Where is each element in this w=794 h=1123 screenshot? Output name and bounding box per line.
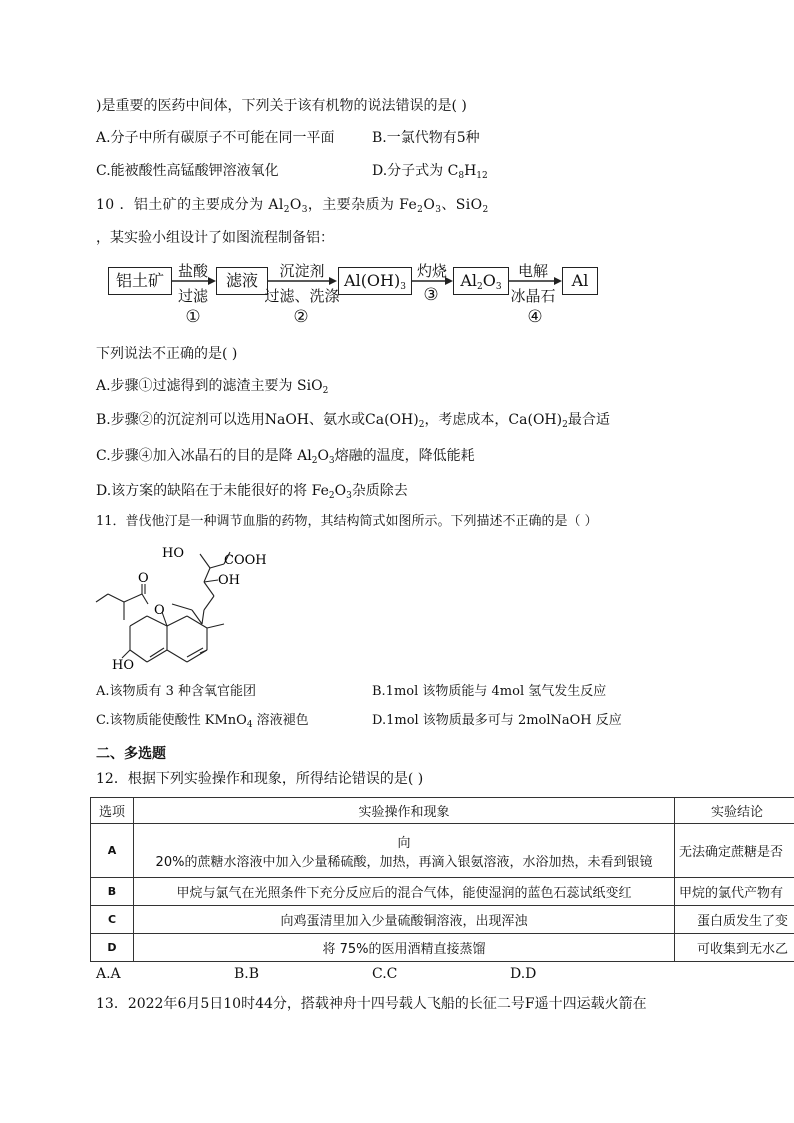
row-conclusion: 蛋白质发生了变 — [675, 906, 794, 934]
flow-step1-reagent: 盐酸 — [177, 262, 208, 280]
flow-step4-additive: 冰晶石 — [510, 287, 556, 305]
row-option: D — [91, 934, 134, 962]
row-operation: 向 20%的蔗糖水溶液中加入少量稀硫酸，加热，再滴入银氨溶液，水浴加热，未看到银镜 — [134, 824, 675, 878]
flow-step1-number: ① — [185, 307, 201, 327]
flow-box-bauxite: 铝土矿 — [108, 267, 172, 295]
table-header-option: 选项 — [91, 798, 134, 824]
oh-label: OH — [218, 573, 240, 588]
ho-top-label: HO — [162, 546, 184, 561]
row-operation: 甲烷与氯气在光照条件下充分反应后的混合气体，能使湿润的蓝色石蕊试纸变红 — [134, 878, 675, 906]
flow-box-aloh3: $Al(OH)_3$ — [338, 267, 412, 295]
table-row — [91, 906, 794, 934]
q10-question: 下列说法不正确的是( ) — [96, 346, 238, 362]
flow-box-al2o3: $Al_2O_3$ — [453, 267, 509, 295]
pravastatin-structure — [92, 536, 292, 676]
q9-option-c: C.能被酸性高锰酸钾溶液氧化 — [96, 163, 279, 179]
q10-stem-line1: 10 ．铝土矿的主要成分为 $Al_2O_3$，主要杂质为 $Fe_2O_3$、SiO$_2$ — [96, 197, 489, 215]
q10-flowchart — [96, 255, 596, 330]
q10-option-b: B.步骤②的沉淀剂可以选用NaOH、氨水或$Ca(OH)_2$，考虑成本，$Ca(OH)_2$最合适 — [96, 412, 610, 430]
q11-option-d: D.1mol 该物质最多可与 2molNaOH 反应 — [372, 713, 622, 728]
flow-step2-reagent: 沉淀剂 — [279, 262, 325, 280]
flow-step3-operation: 灼烧 — [416, 262, 447, 280]
q10-stem-line2: ，某实验小组设计了如图流程制备铝： — [96, 230, 334, 246]
q9-option-d: D.分子式为 $C_8H_{12}$ — [372, 163, 488, 181]
ho-bottom-label: HO — [112, 658, 134, 673]
table-header-conclusion: 实验结论 — [675, 798, 794, 824]
flow-step4-number: ④ — [527, 307, 543, 327]
flow-step2-operation: 过滤、洗涤 — [264, 287, 340, 305]
flow-box-filtrate: 滤液 — [216, 267, 268, 295]
q12-option-a: A.A — [96, 966, 121, 982]
flow-step1-operation: 过滤 — [177, 287, 208, 305]
row-option: C — [91, 906, 134, 934]
ester-o-label: O — [154, 603, 165, 618]
q10-option-c: C.步骤④加入冰晶石的目的是降 $Al_2O_3$熔融的温度，降低能耗 — [96, 448, 475, 466]
section-title-multi-choice: 二、多选题 — [96, 746, 166, 762]
row-operation: 将 75%的医用酒精直接蒸馏 — [134, 934, 675, 962]
table-row — [91, 934, 794, 962]
flow-step3-number: ③ — [423, 285, 439, 305]
table-row — [91, 824, 794, 878]
q9-option-b: B.一氯代物有5种 — [372, 130, 480, 146]
q12-option-c: C.C — [372, 966, 398, 982]
carbonyl-o-label: O — [138, 571, 149, 586]
q9-stem-tail: )是重要的医药中间体，下列关于该有机物的说法错误的是( ) — [96, 98, 467, 114]
row-option: A — [91, 824, 134, 878]
q11-option-b: B.1mol 该物质能与 4mol 氢气发生反应 — [372, 684, 607, 699]
table-header-operation: 实验操作和现象 — [134, 798, 675, 824]
table-row — [91, 878, 794, 906]
row-operation: 向鸡蛋清里加入少量硫酸铜溶液，出现浑浊 — [134, 906, 675, 934]
table-header-row — [91, 798, 794, 824]
cooh-label: COOH — [224, 553, 267, 568]
row-option: B — [91, 878, 134, 906]
q12-option-d: D.D — [510, 966, 537, 982]
q11-option-a: A.该物质有 3 种含氧官能团 — [96, 684, 257, 699]
q12-table — [90, 797, 794, 962]
row-conclusion: 甲烷的氯代产物有 — [675, 878, 794, 906]
flow-box-al: Al — [562, 267, 598, 295]
q11-stem: 11．普伐他汀是一种调节血脂的药物，其结构简式如图所示。下列描述不正确的是（ ） — [96, 514, 598, 529]
q13-stem: 13．2022年6月5日10时44分，搭载神舟十四号载人飞船的长征二号F遥十四运载火箭在 — [96, 996, 647, 1012]
flow-step2-number: ② — [293, 307, 309, 327]
q12-option-b: B.B — [234, 966, 260, 982]
q11-option-c: C.该物质能使酸性 KMnO$_4$ 溶液褪色 — [96, 713, 309, 730]
row-conclusion: 无法确定蔗糖是否 — [675, 824, 794, 878]
flow-step4-operation: 电解 — [517, 262, 548, 280]
q12-stem: 12．根据下列实验操作和现象，所得结论错误的是( ) — [96, 771, 424, 787]
q10-option-a: A.步骤①过滤得到的滤渣主要为 SiO$_2$ — [96, 378, 329, 396]
q9-option-a: A.分子中所有碳原子不可能在同一平面 — [96, 130, 335, 146]
q10-option-d: D.该方案的缺陷在于未能很好的将 $Fe_2O_3$杂质除去 — [96, 483, 408, 501]
row-conclusion: 可收集到无水乙 — [675, 934, 794, 962]
